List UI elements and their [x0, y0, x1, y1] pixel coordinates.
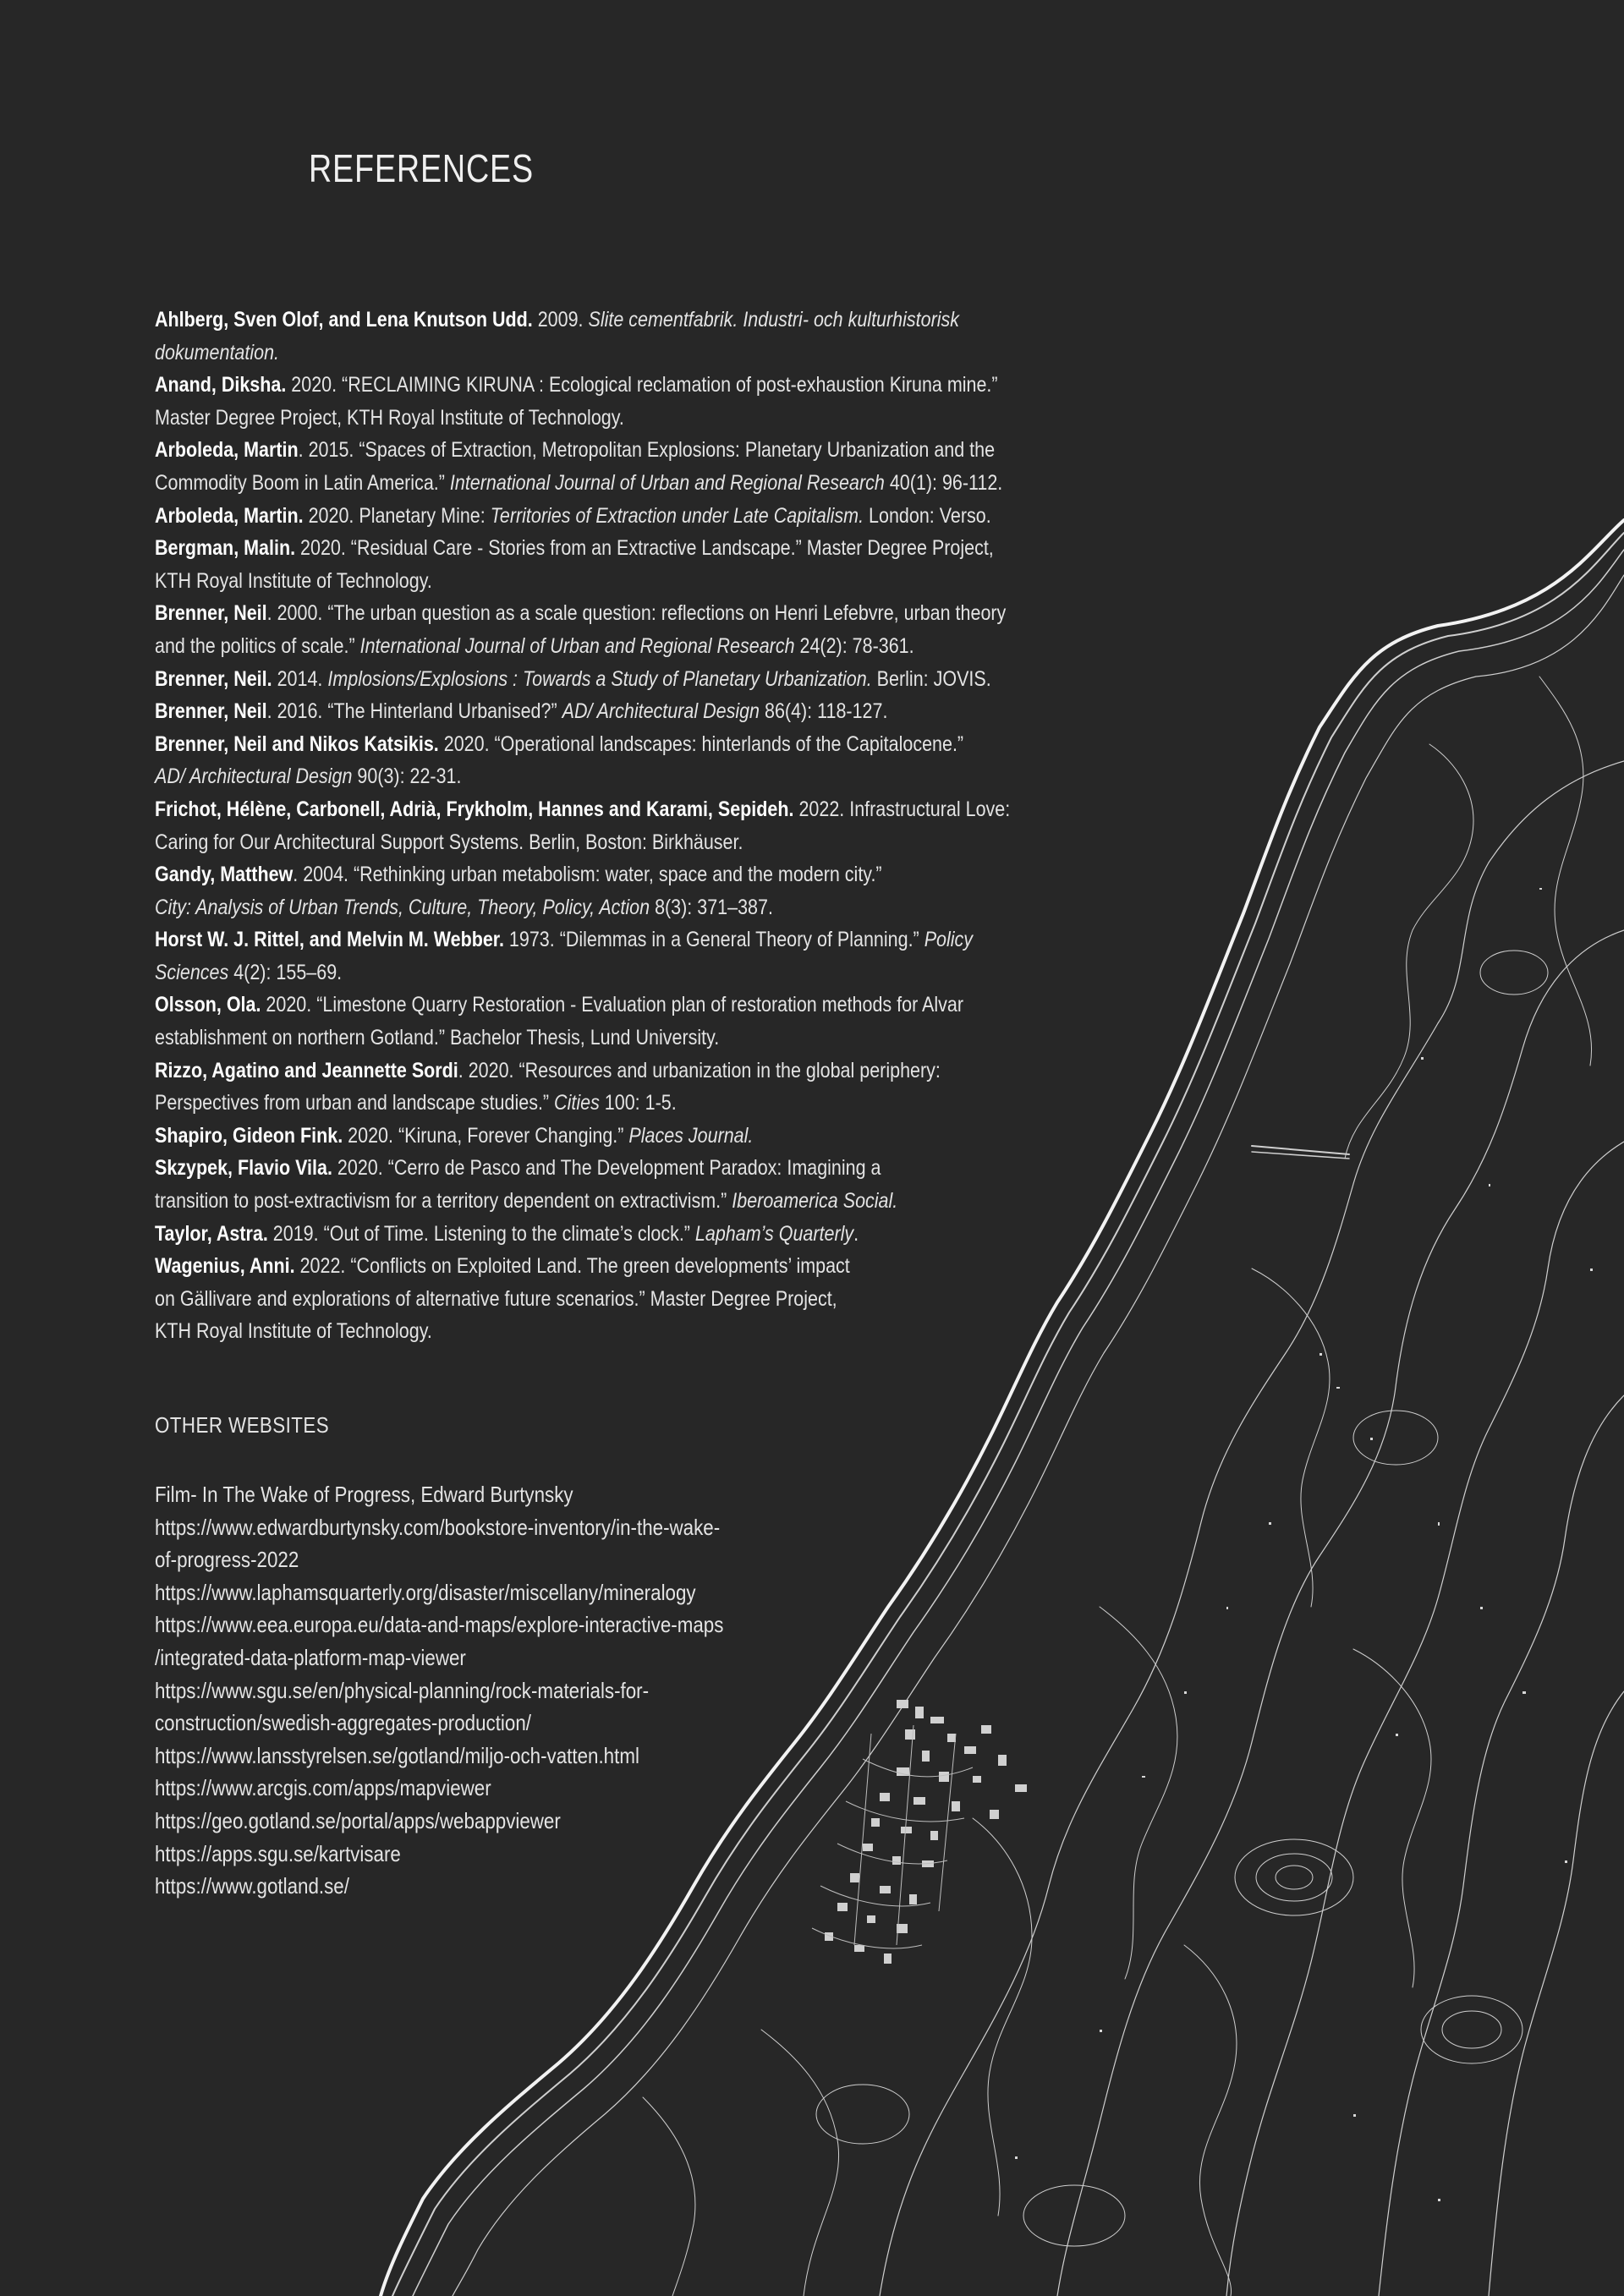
reference-entry [155, 304, 1100, 337]
reference-entry [155, 1120, 1100, 1153]
reference-text: 2020. “Cerro de Pasco and The Development Paradox: Imagining a [332, 1156, 881, 1181]
reference-entry [155, 1055, 1100, 1088]
reference-title: International Journal of Urban and Regional Research [359, 633, 795, 658]
reference-author: Brenner, Neil. [155, 666, 272, 691]
reference-text: transition to post-extractivism for a territory dependent on extractivism.” [155, 1189, 732, 1214]
reference-entry [155, 1218, 1100, 1251]
references-list [155, 304, 1100, 1348]
reference-text: Caring for Our Architectural Support Systems. Berlin, Boston: Birkhäuser. [155, 830, 743, 854]
reference-text: . 2004. “Rethinking urban metabolism: water, space and the modern city.” [293, 863, 882, 887]
reference-author: Gandy, Matthew [155, 863, 294, 887]
reference-text: Master Degree Project, KTH Royal Institute of Technology. [155, 405, 624, 430]
website-link[interactable]: https://www.gotland.se/ [155, 1873, 349, 1899]
reference-entry [155, 858, 1100, 891]
reference-title: Implosions/Explosions : Towards a Study of Planetary Urbanization. [327, 666, 872, 691]
reference-author: Anand, Diksha. [155, 373, 287, 397]
reference-title: Iberoamerica Social. [732, 1189, 898, 1214]
reference-text: 2020. “Kiruna, Forever Changing.” [343, 1123, 629, 1148]
website-link[interactable]: https://apps.sgu.se/kartvisare [155, 1840, 401, 1866]
reference-text: 24(2): 78-361. [794, 633, 914, 658]
reference-text: 40(1): 96-112. [884, 470, 1003, 495]
reference-entry-continuation [155, 402, 1100, 435]
reference-text: 2020. Planetary Mine: [303, 503, 491, 528]
reference-entry-continuation [155, 1185, 1100, 1218]
reference-entry [155, 695, 1100, 728]
reference-entry-continuation [155, 467, 1100, 500]
reference-author: Shapiro, Gideon Fink. [155, 1123, 343, 1148]
reference-entry-continuation [155, 826, 1100, 859]
reference-text: 90(3): 22-31. [352, 764, 462, 789]
reference-author: Olsson, Ola. [155, 993, 261, 1017]
reference-text: 2014. [272, 666, 328, 691]
reference-text: establishment on northern Gotland.” Bachelor Thesis, Lund University. [155, 1026, 720, 1050]
reference-text: . 2016. “The Hinterland Urbanised?” [266, 699, 562, 724]
reference-entry-continuation [155, 891, 1100, 924]
reference-entry-continuation [155, 1283, 1100, 1316]
reference-author: Horst W. J. Rittel, and Melvin M. Webber. [155, 928, 504, 952]
reference-text: Berlin: JOVIS. [871, 666, 991, 691]
website-link[interactable]: https://www.lansstyrelsen.se/gotland/miljo-och-vatten.html [155, 1742, 639, 1768]
reference-text: 2009. [532, 308, 589, 332]
website-link[interactable]: https://www.edwardburtynsky.com/bookstore-inventory/in-the-wake- [155, 1514, 721, 1540]
reference-entry-continuation [155, 630, 1100, 663]
reference-text: 2022. “Conflicts on Exploited Land. The green developments’ impact [294, 1254, 850, 1279]
websites-list [155, 1478, 723, 1903]
reference-text: . 2015. “Spaces of Extraction, Metropolitan Explosions: Planetary Urbanization and the [298, 438, 996, 463]
reference-text: KTH Royal Institute of Technology. [155, 1319, 432, 1344]
website-film-credit: Film- In The Wake of Progress, Edward Burtynsky [155, 1482, 573, 1507]
reference-author: Brenner, Neil [155, 601, 267, 626]
reference-title: Places Journal. [628, 1123, 754, 1148]
reference-entry-continuation [155, 337, 1100, 370]
reference-entry [155, 1250, 1100, 1283]
reference-author: Taylor, Astra. [155, 1221, 268, 1246]
reference-text: . [853, 1221, 859, 1246]
website-link[interactable]: https://www.laphamsquarterly.org/disaster/miscellany/mineralogy [155, 1579, 696, 1605]
reference-text: 1973. “Dilemmas in a General Theory of Planning.” [503, 928, 924, 952]
reference-text: 2019. “Out of Time. Listening to the climate’s clock.” [267, 1221, 695, 1246]
reference-text: 8(3): 371–387. [650, 895, 773, 919]
reference-text: 2020. “Limestone Quarry Restoration - Evaluation plan of restoration methods for Alvar [261, 993, 964, 1017]
reference-entry [155, 793, 1100, 826]
reference-text: . 2020. “Resources and urbanization in the global periphery: [458, 1058, 941, 1082]
page-title: REFERENCES [309, 146, 535, 190]
reference-author: Brenner, Neil and Nikos Katsikis. [155, 732, 439, 756]
reference-entry-continuation [155, 1022, 1100, 1055]
reference-entry [155, 728, 1100, 761]
reference-text: Perspectives from urban and landscape studies.” [155, 1091, 555, 1115]
reference-entry [155, 500, 1100, 533]
reference-entry [155, 989, 1100, 1022]
website-link[interactable]: https://geo.gotland.se/portal/apps/webappviewer [155, 1807, 561, 1833]
website-link[interactable]: https://www.arcgis.com/apps/mapviewer [155, 1775, 491, 1801]
reference-entry-continuation [155, 1315, 1100, 1348]
reference-entry [155, 532, 1100, 565]
reference-entry-continuation [155, 760, 1100, 793]
reference-entry [155, 597, 1100, 630]
reference-title: Territories of Extraction under Late Capitalism. [490, 503, 864, 528]
reference-author: Wagenius, Anni. [155, 1254, 295, 1279]
reference-entry [155, 434, 1100, 467]
website-link[interactable]: https://www.eea.europa.eu/data-and-maps/explore-interactive-maps [155, 1612, 724, 1638]
reference-title: dokumentation. [155, 340, 280, 364]
reference-text: 2020. “RECLAIMING KIRUNA : Ecological reclamation of post-exhaustion Kiruna mine.” [286, 373, 998, 397]
reference-entry [155, 923, 1100, 956]
reference-title: AD/ Architectural Design [562, 699, 760, 724]
website-link[interactable]: of-progress-2022 [155, 1547, 299, 1573]
reference-text: London: Verso. [864, 503, 991, 528]
website-link[interactable]: /integrated-data-platform-map-viewer [155, 1644, 466, 1670]
reference-title: AD/ Architectural Design [155, 764, 353, 789]
reference-text: . 2000. “The urban question as a scale question: reflections on Henri Lefebvre, urban theory [266, 601, 1007, 626]
reference-text: on Gällivare and explorations of alternative future scenarios.” Master Degree Project, [155, 1286, 837, 1311]
reference-author: Frichot, Hélène, Carbonell, Adrià, Frykholm, Hannes and Karami, Sepideh. [155, 797, 794, 821]
reference-entry [155, 1152, 1100, 1185]
reference-author: Ahlberg, Sven Olof, and Lena Knutson Udd. [155, 308, 533, 332]
reference-text: 2020. “Residual Care - Stories from an Extractive Landscape.” Master Degree Project, [295, 536, 994, 561]
reference-entry-continuation [155, 956, 1100, 989]
reference-entry [155, 663, 1100, 696]
reference-entry-continuation [155, 1087, 1100, 1120]
reference-text: KTH Royal Institute of Technology. [155, 568, 432, 593]
reference-text: 86(4): 118-127. [760, 699, 888, 724]
reference-text: 4(2): 155–69. [228, 960, 343, 984]
reference-author: Arboleda, Martin [155, 438, 299, 463]
reference-title: Policy [924, 928, 974, 952]
reference-title: Sciences [155, 960, 229, 984]
reference-title: International Journal of Urban and Regional Research [449, 470, 885, 495]
reference-entry [155, 369, 1100, 402]
website-link[interactable]: https://www.sgu.se/en/physical-planning/rock-materials-for- [155, 1677, 650, 1703]
reference-author: Skzypek, Flavio Vila. [155, 1156, 332, 1181]
reference-text: 2020. “Operational landscapes: hinterlands of the Capitalocene.” [438, 732, 964, 756]
reference-author: Brenner, Neil [155, 699, 267, 724]
reference-author: Bergman, Malin. [155, 536, 296, 561]
reference-author: Rizzo, Agatino and Jeannette Sordi [155, 1058, 458, 1082]
reference-author: Arboleda, Martin. [155, 503, 304, 528]
reference-title: Cities [554, 1091, 600, 1115]
reference-title: Lapham’s Quarterly [694, 1221, 854, 1246]
reference-text: and the politics of scale.” [155, 633, 360, 658]
website-link[interactable]: construction/swedish-aggregates-production/ [155, 1710, 531, 1736]
reference-entry-continuation [155, 565, 1100, 598]
other-websites-heading: OTHER WEBSITES [155, 1412, 330, 1438]
reference-title: City: Analysis of Urban Trends, Culture, Theory, Policy, Action [155, 895, 650, 919]
reference-text: 100: 1-5. [599, 1091, 677, 1115]
reference-text: 2022. Infrastructural Love: [793, 797, 1011, 821]
reference-title: Slite cementfabrik. Industri- och kulturhistorisk [588, 308, 960, 332]
reference-text: Commodity Boom in Latin America.” [155, 470, 450, 495]
